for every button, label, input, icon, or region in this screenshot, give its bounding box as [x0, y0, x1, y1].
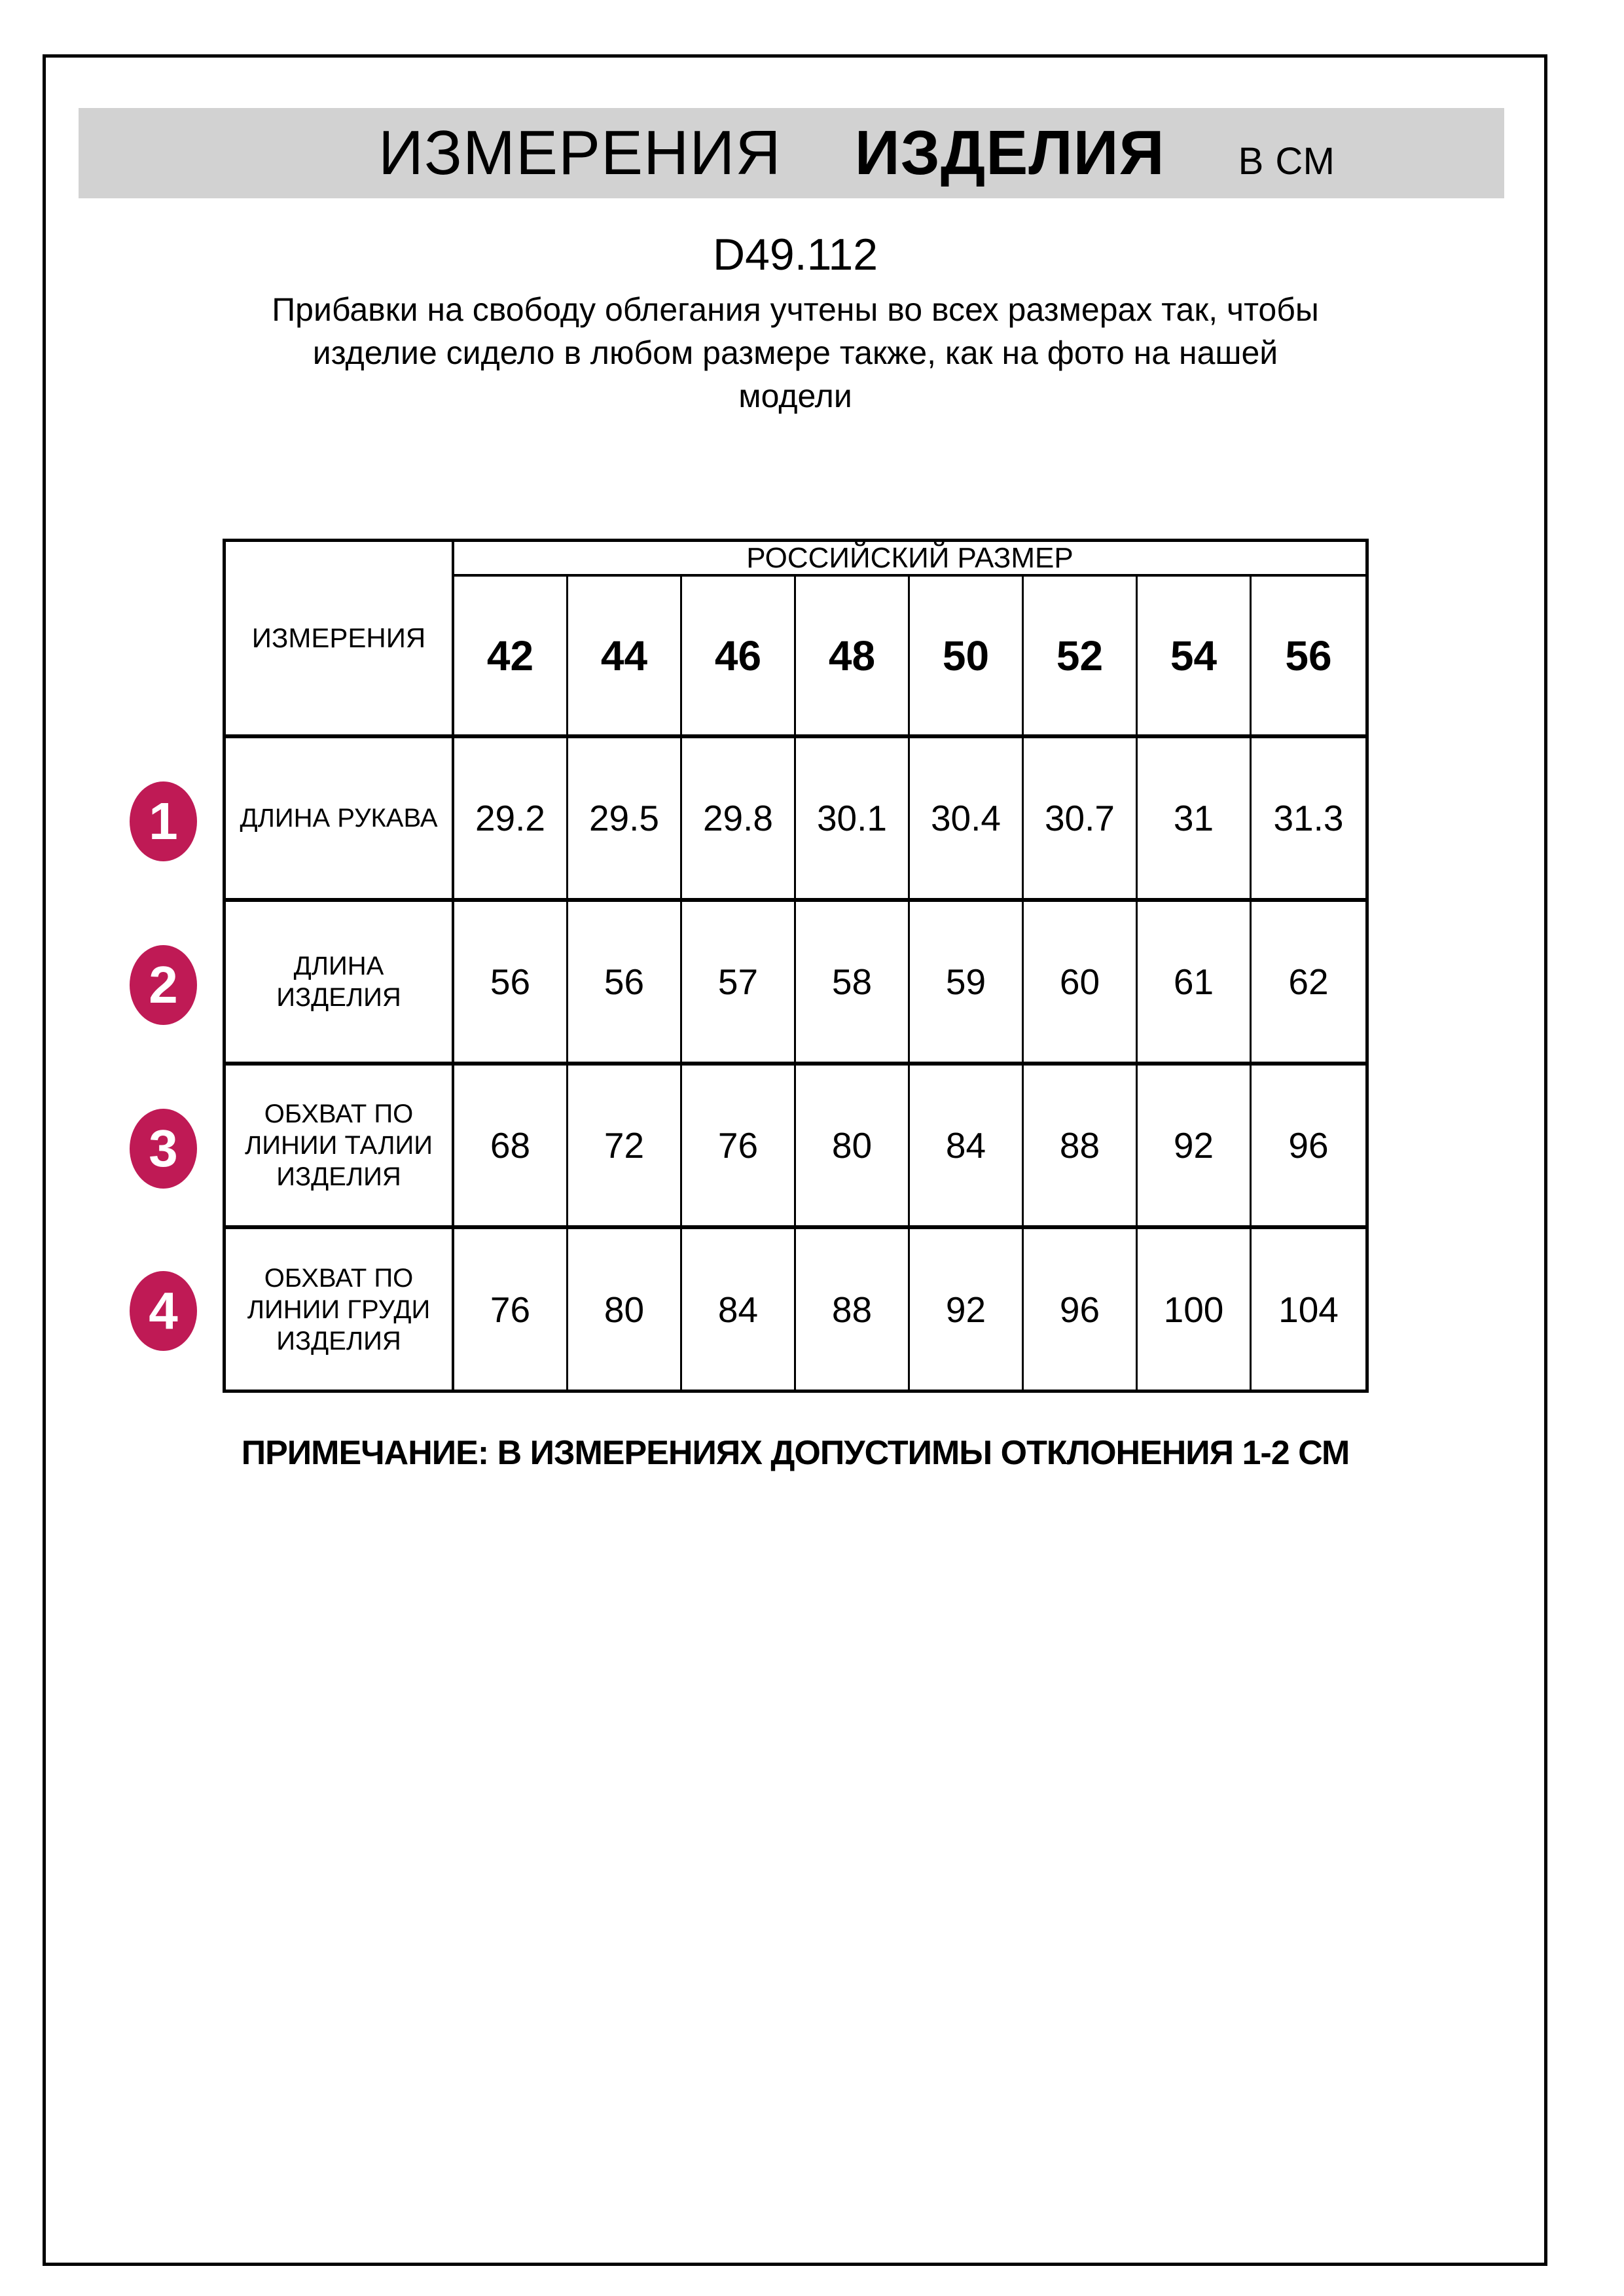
tolerance-note: ПРИМЕЧАНИЕ: В ИЗМЕРЕНИЯХ ДОПУСТИМЫ ОТКЛОНЕНИЯ 1-2 СМ: [241, 1434, 1350, 1472]
row-label-sleeve-length: [226, 738, 454, 902]
measure-marker-4-number: 4: [149, 1282, 178, 1340]
table-corner-label: ИЗМЕРЕНИЯ: [226, 542, 454, 738]
row-label-chest-girth: [226, 1229, 454, 1390]
value-cell: 80: [796, 1066, 910, 1229]
size-header-48: 48: [796, 577, 910, 738]
value-cell: 31: [1138, 738, 1252, 902]
value-cell: 100: [1138, 1229, 1252, 1390]
measure-marker-3: [130, 1109, 197, 1189]
measure-marker-4: [130, 1271, 197, 1351]
size-header-42: 42: [454, 577, 568, 738]
fit-description: [157, 288, 1434, 418]
row-label-line: ОБХВАТ ПО: [264, 1263, 414, 1293]
value-cell: 61: [1138, 902, 1252, 1066]
row-label-line: ОБХВАТ ПО: [264, 1100, 414, 1128]
row-label-line: ДЛИНА: [293, 952, 384, 980]
value-cell: 30.1: [796, 738, 910, 902]
value-cell: 88: [1024, 1066, 1138, 1229]
measure-marker-2: [130, 945, 197, 1025]
product-code: D49.112: [712, 230, 878, 279]
value-cell: 96: [1252, 1066, 1365, 1229]
size-header-50: 50: [910, 577, 1024, 738]
page-title: [378, 117, 1335, 189]
value-cell: 92: [1138, 1066, 1252, 1229]
value-cell: 59: [910, 902, 1024, 1066]
value-cell: 96: [1024, 1229, 1138, 1390]
value-cell: 76: [682, 1066, 796, 1229]
measure-marker-3-number: 3: [149, 1119, 178, 1177]
value-cell: 60: [1024, 902, 1138, 1066]
measure-marker-1-number: 1: [149, 792, 178, 850]
row-label-waist-girth: [226, 1066, 454, 1229]
value-cell: 80: [568, 1229, 682, 1390]
value-cell: 56: [454, 902, 568, 1066]
row-label-line: ИЗДЕЛИЯ: [276, 1162, 401, 1191]
value-cell: 56: [568, 902, 682, 1066]
row-label-line: ДЛИНА РУКАВА: [240, 804, 438, 833]
fit-description-line-3: модели: [738, 378, 852, 414]
size-header-56: 56: [1252, 577, 1365, 738]
value-cell: 84: [682, 1229, 796, 1390]
measure-marker-1: [130, 781, 197, 861]
value-cell: 88: [796, 1229, 910, 1390]
value-cell: 76: [454, 1229, 568, 1390]
fit-description-line-2: изделие сидело в любом размере также, как на фото на нашей: [312, 334, 1278, 371]
row-label-line: ЛИНИИ ГРУДИ: [247, 1295, 431, 1324]
title-word-product: ИЗДЕЛИЯ: [854, 118, 1165, 188]
size-header-44: 44: [568, 577, 682, 738]
row-label-product-length: [226, 902, 454, 1066]
row-label-line: ЛИНИИ ТАЛИИ: [245, 1131, 433, 1160]
value-cell: 30.4: [910, 738, 1024, 902]
value-cell: 29.2: [454, 738, 568, 902]
title-word-measurements: ИЗМЕРЕНИЯ: [378, 118, 782, 188]
title-unit-cm: В СМ: [1238, 140, 1335, 183]
value-cell: 84: [910, 1066, 1024, 1229]
size-header-52: 52: [1024, 577, 1138, 738]
row-label-line: ИЗДЕЛИЯ: [276, 1326, 401, 1355]
size-table: [223, 539, 1369, 1393]
value-cell: 62: [1252, 902, 1365, 1066]
value-cell: 29.5: [568, 738, 682, 902]
size-header-54: 54: [1138, 577, 1252, 738]
value-cell: 31.3: [1252, 738, 1365, 902]
measure-marker-2-number: 2: [149, 956, 178, 1014]
value-cell: 30.7: [1024, 738, 1138, 902]
size-header-46: 46: [682, 577, 796, 738]
value-cell: 68: [454, 1066, 568, 1229]
value-cell: 104: [1278, 1289, 1339, 1330]
value-cell: 72: [568, 1066, 682, 1229]
fit-description-line-1: Прибавки на свободу облегания учтены во всех размерах так, чтобы: [272, 291, 1319, 328]
title-bar: [79, 108, 1504, 198]
row-label-line: ИЗДЕЛИЯ: [276, 983, 401, 1012]
value-cell: 29.8: [682, 738, 796, 902]
value-cell: 58: [796, 902, 910, 1066]
size-group-header: РОССИЙСКИЙ РАЗМЕР: [454, 542, 1365, 577]
value-cell: 57: [682, 902, 796, 1066]
value-cell: 92: [910, 1229, 1024, 1390]
